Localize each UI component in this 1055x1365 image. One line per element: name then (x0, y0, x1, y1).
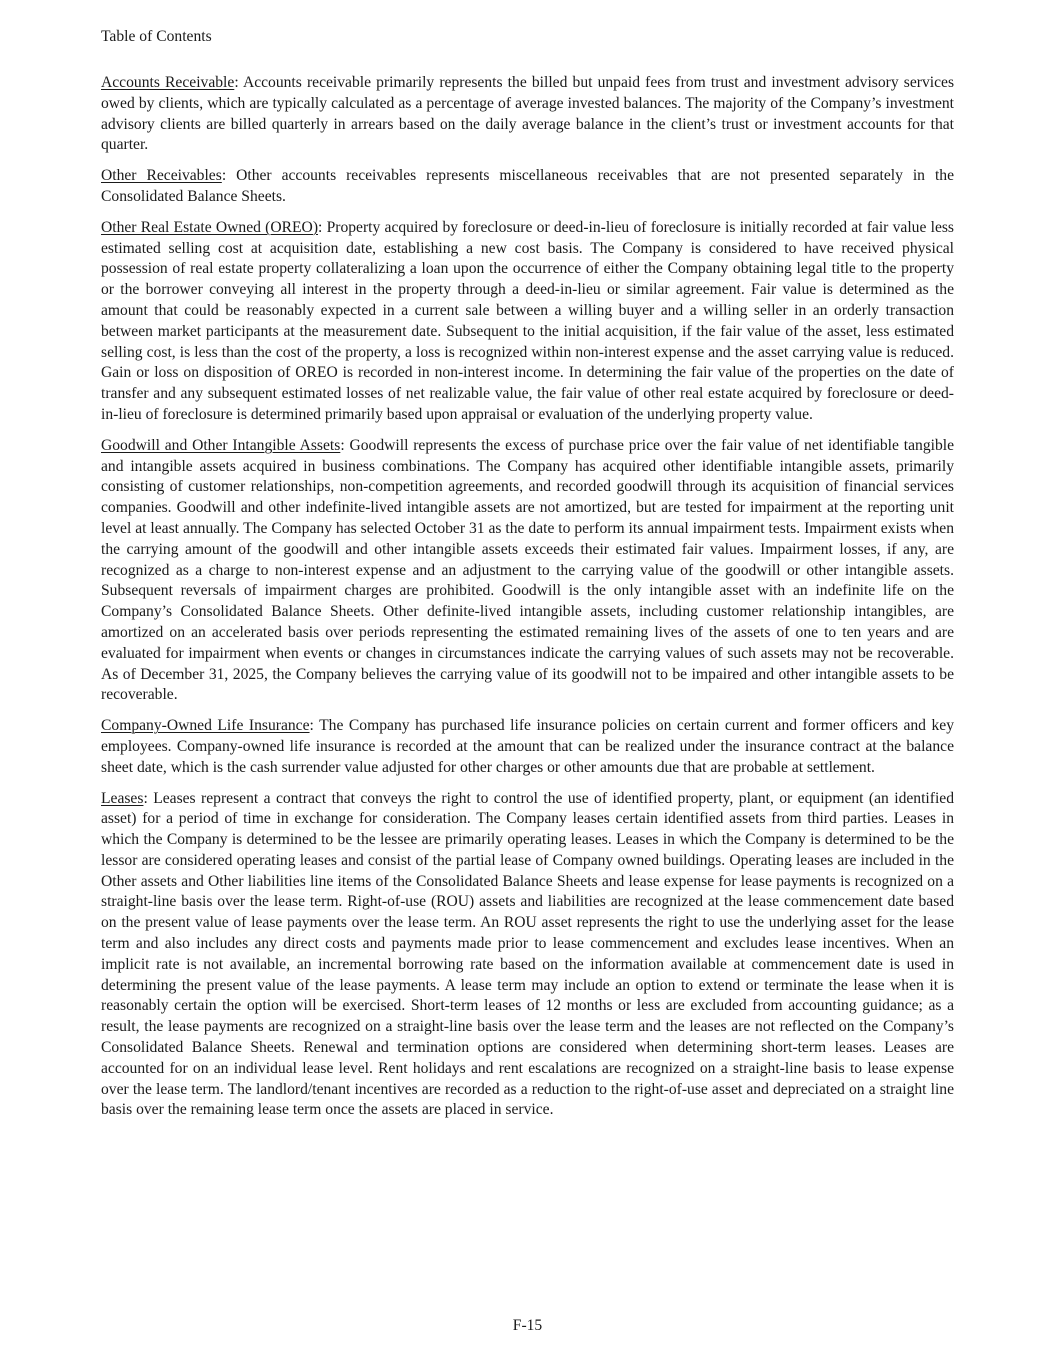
section-company-owned-life-insurance (101, 716, 954, 778)
heading-separator: : (309, 717, 320, 735)
section-body: The Company has purchased life insurance policies on certain current and former officers and key employees. Company-owned life insurance is recorded at the amount that can be realized under the insurance contract at the balance sheet date, which is the cash surrender value adjusted for other charges or other amounts due that are probable at settlement. (101, 717, 955, 776)
section-oreo (101, 218, 954, 426)
section-heading: Other Receivables (101, 167, 222, 185)
section-heading: Goodwill and Other Intangible Assets (101, 436, 341, 454)
section-leases (101, 789, 954, 1122)
section-other-receivables (101, 166, 954, 208)
heading-separator: : (340, 436, 350, 454)
section-body: Goodwill represents the excess of purchase price over the fair value of net identifiable tangible and intangible assets acquired in business combinations. The Company has acquired other identifiable intangible assets, primarily consisting of customer relationships, non-competition agreements, and recorded goodwill through its acquisition of financial services companies. Goodwill and other indefinite-lived intangible assets are not amortized, but are tested for impairment at the reporting unit level at least annually. The Company has selected October 31 as the date to perform its annual impairment tests. Impairment exists when the carrying amount of the goodwill and other intangible assets exceeds their estimated fair values. Impairment losses, if any, are recognized as a charge to non-interest expense and an adjustment to the carrying value of the goodwill or other intangible assets. Subsequent reversals of impairment charges are prohibited. Goodwill is the only intangible asset with an indefinite life on the Company’s Consolidated Balance Sheets. Other definite-lived intangible assets, including customer relationship intangibles, are amortized on an accelerated basis over periods representing the estimated remaining lives of the assets of one to ten years and are evaluated for impairment when events or changes in circumstances indicate the carrying values of such assets may not be recoverable. As of December 31, 2025, the Company believes the carrying value of its goodwill not to be impaired and other intangible assets to be recoverable. (101, 436, 954, 704)
heading-separator: : (318, 218, 327, 236)
section-heading: Company-Owned Life Insurance (101, 717, 310, 735)
heading-separator: : (234, 74, 243, 91)
section-accounts-receivable (101, 73, 954, 156)
heading-separator: : (143, 789, 154, 807)
page-number: F-15 (512, 1317, 543, 1334)
section-body: Leases represent a contract that conveys the right to control the use of identified property, plant, or equipment (an identified asset) for a period of time in exchange for consideration. The Company leases certain identified assets from third parties. Leases in which the Company is determined to be the lessee are primarily operating leases. Leases in which the Company is determined to be the lessor are considered operating leases and consist of the partial lease of Company owned buildings. Operating leases are included in the Other assets and Other liabilities line items of the Consolidated Balance Sheets and lease expense for lease payments is recognized on a straight-line basis over the lease term. Right-of-use (ROU) assets and liabilities are recognized at the lease commencement date based on the present value of lease payments over the lease term. An ROU asset represents the right to use the underlying asset for the lease term and also includes any direct costs and payments made prior to lease commencement and excludes lease incentives. When an implicit rate is not available, an incremental borrowing rate based on the information available at commencement date is used in determining the present value of the lease payments. A lease term may include an option to extend or terminate the lease when it is reasonably certain the option will be exercised. Short-term leases of 12 months or less are excluded from accounting guidance; as a result, the lease payments are recognized on a straight-line basis over the lease term and the leases are not reflected on the Company’s Consolidated Balance Sheets. Renewal and termination options are considered when determining short-term leases. Leases are accounted for on an individual lease level. Rent holidays and rent escalations are recognized on a straight-line basis to lease expense over the lease term. The landlord/tenant incentives are recorded as a reduction to the right-of-use asset and depreciated on a straight line basis over the remaining lease term once the assets are placed in service. (101, 789, 955, 1119)
table-of-contents-link[interactable]: Table of Contents (101, 28, 212, 45)
heading-separator: : (221, 167, 237, 185)
section-heading: Other Real Estate Owned (OREO) (101, 218, 319, 236)
section-goodwill-intangibles (101, 436, 954, 706)
section-heading: Leases (101, 789, 144, 807)
document-body (101, 73, 954, 1131)
section-heading: Accounts Receivable (101, 74, 235, 91)
section-body: Accounts receivable primarily represents the billed but unpaid fees from trust and investment advisory services owed by clients, which are typically calculated as a percentage of average invested balances. The majority of the Company’s investment advisory clients are billed quarterly in arrears based on the daily average balance in the client’s trust or investment accounts for that quarter. (101, 74, 955, 154)
section-body: Other accounts receivables represents miscellaneous receivables that are not presented separately in the Consolidated Balance Sheets. (101, 167, 954, 205)
section-body: Property acquired by foreclosure or deed-in-lieu of foreclosure is initially recorded at fair value less estimated selling cost at acquisition date, establishing a new cost basis. The Company is considered to have received physical possession of real estate property collateralizing a loan upon the occurrence of either the Company obtaining legal title to the property or the borrower conveying all interest in the property through a deed-in-lieu or similar agreement. Fair value is determined as the amount that could be reasonably expected in a current sale between a willing buyer and a willing seller in an orderly transaction between market participants at the measurement date. Subsequent to the initial acquisition, if the fair value of the asset, less estimated selling cost, is less than the cost of the property, a loss is recognized within non-interest expense and the asset carrying value is reduced. Gain or loss on disposition of OREO is recorded in non-interest income. In determining the fair value of the properties on the date of transfer and any subsequent estimated losses of net realizable value, the fair value of other real estate acquired by foreclosure or deed-in-lieu of foreclosure is determined primarily based upon appraisal or evaluation of the underlying property value. (101, 218, 954, 423)
